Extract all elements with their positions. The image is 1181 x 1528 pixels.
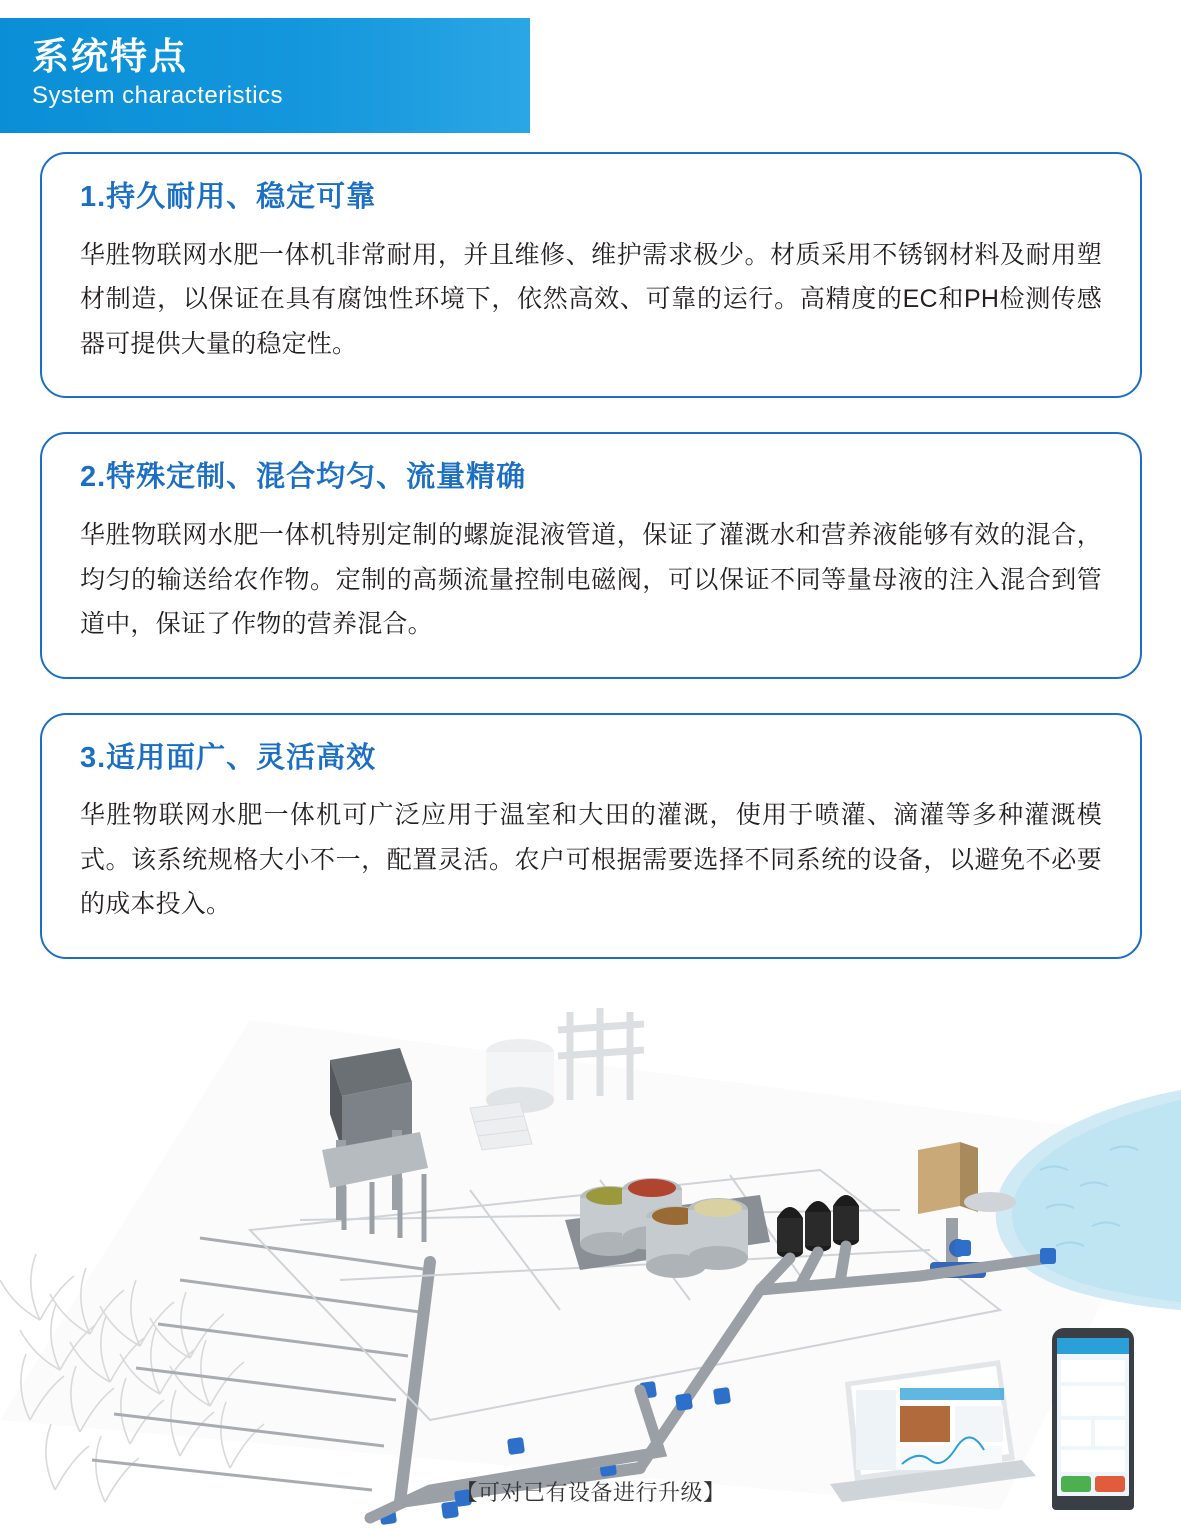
feature-card: [40, 713, 1142, 959]
system-illustration: [0, 990, 1181, 1528]
feature-body: 华胜物联网水肥一体机非常耐用，并且维修、维护需求极少。材质采用不锈钢材料及耐用塑材制造，以保证在具有腐蚀性环境下，依然高效、可靠的运行。高精度的EC和PH检测传感器可提供大量的稳定性。: [80, 240, 1102, 358]
feature-card: [40, 152, 1142, 398]
feature-title: 1.持久耐用、稳定可靠: [80, 181, 377, 213]
feature-body: 华胜物联网水肥一体机特别定制的螺旋混液管道，保证了灌溉水和营养液能够有效的混合，均匀的输送给农作物。定制的高频流量控制电磁阀，可以保证不同等量母液的注入混合到管道中，保证了作物的营养混合。: [80, 521, 1102, 639]
page-header: [0, 18, 530, 133]
illustration-caption: 【可对已有设备进行升级】: [455, 1480, 726, 1505]
pipe-manifold: [558, 1008, 644, 1100]
feature-card-list: [40, 152, 1142, 993]
feature-card: [40, 432, 1142, 678]
feature-title: 3.适用面广、灵活高效: [80, 741, 377, 774]
page-title-en: System characteristics: [32, 81, 284, 109]
feature-body: 华胜物联网水肥一体机可广泛应用于温室和大田的灌溉，使用于喷灌、滴灌等多种灌溉模式。该系统规格大小不一，配置灵活。农户可根据需要选择不同系统的设备，以避免不必要的成本投入。: [80, 801, 1102, 919]
feature-title: 2.特殊定制、混合均匀、流量精确: [80, 461, 527, 494]
page-title-cn: 系统特点: [32, 36, 188, 77]
